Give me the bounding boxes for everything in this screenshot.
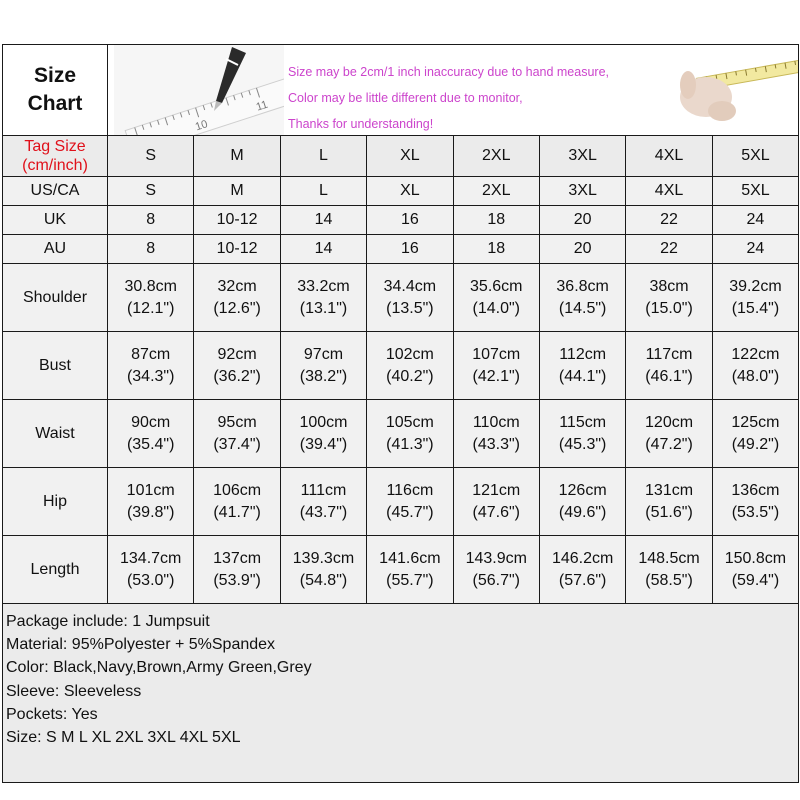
cm-value: 150.8cm [724, 549, 787, 567]
table-cell: 14 [280, 206, 366, 235]
cm-value: 95cm [217, 413, 257, 431]
measurement-row-bust [3, 332, 799, 400]
table-cell: 4XL [626, 177, 712, 206]
notice-line-2: Color may be little different due to monitor, [288, 91, 523, 105]
inch-value: (58.5") [645, 571, 693, 589]
row-label: AU [3, 235, 108, 264]
table-cell [539, 400, 625, 468]
table-cell: 18 [453, 206, 539, 235]
table-cell [194, 332, 280, 400]
table-cell: 10-12 [194, 206, 280, 235]
cm-value: 143.9cm [465, 549, 527, 567]
table-cell: M [194, 177, 280, 206]
cm-value: 34.4cm [383, 277, 437, 295]
table-cell: 20 [539, 206, 625, 235]
cm-value: 97cm [303, 345, 344, 363]
inch-value: (34.3") [126, 367, 175, 385]
inch-value: (39.8") [126, 503, 175, 521]
table-cell [194, 468, 280, 536]
table-cell [280, 264, 366, 332]
inch-value: (35.4") [126, 435, 175, 453]
table-cell [626, 400, 712, 468]
size-chart-title [3, 45, 108, 136]
inch-value: (51.6") [645, 503, 693, 521]
table-cell [367, 400, 453, 468]
inch-value: (47.6") [472, 503, 520, 521]
cm-value: 38cm [649, 277, 689, 295]
inch-value: (36.2") [213, 367, 261, 385]
region-row-us-ca [3, 177, 799, 206]
region-row-au [3, 235, 799, 264]
table-cell [367, 536, 453, 604]
cm-value: 105cm [385, 413, 434, 431]
table-cell [108, 400, 194, 468]
inch-value: (15.0") [645, 299, 693, 317]
table-cell [712, 536, 798, 604]
inch-value: (56.7") [472, 571, 520, 589]
inch-value: (49.6") [558, 503, 607, 521]
table-cell [367, 264, 453, 332]
cm-value: 116cm [386, 481, 434, 499]
size-chart-table [2, 44, 799, 783]
cm-value: 111cm [300, 481, 347, 499]
table-cell [539, 536, 625, 604]
inch-value: (47.2") [645, 435, 693, 453]
cm-value: 141.6cm [379, 549, 441, 567]
inch-value: (12.1") [126, 299, 175, 317]
table-cell: 14 [280, 235, 366, 264]
cm-value: 139.3cm [292, 549, 355, 567]
cm-value: 101cm [126, 481, 175, 499]
table-cell: 22 [626, 206, 712, 235]
tag-size-cell: 5XL [712, 136, 798, 177]
tag-size-cell: L [280, 136, 366, 177]
row-label: US/CA [3, 177, 108, 206]
inch-value: (53.9") [213, 571, 261, 589]
table-cell: 8 [108, 235, 194, 264]
table-cell [712, 332, 798, 400]
table-cell: 3XL [539, 177, 625, 206]
inch-value: (43.3") [472, 435, 520, 453]
inch-value: (43.7") [299, 503, 348, 521]
cm-value: 126cm [558, 481, 607, 499]
inch-value: (46.1") [645, 367, 693, 385]
product-info-row [3, 604, 799, 783]
tag-size-cell: 4XL [626, 136, 712, 177]
region-row-uk [3, 206, 799, 235]
table-cell: 24 [712, 206, 798, 235]
table-cell [626, 264, 712, 332]
inch-value: (57.6") [558, 571, 607, 589]
cm-value: 137cm [213, 549, 262, 567]
inch-value: (54.8") [299, 571, 348, 589]
table-cell: 18 [453, 235, 539, 264]
table-cell [539, 264, 625, 332]
info-sleeve: Sleeve: Sleeveless [6, 682, 142, 700]
inch-value: (14.0") [472, 299, 520, 317]
title-line-1: Size [33, 64, 77, 87]
inch-value: (45.3") [558, 435, 607, 453]
tag-size-cell: 2XL [453, 136, 539, 177]
table-cell [194, 536, 280, 604]
tag-size-cell: M [194, 136, 280, 177]
info-pockets: Pockets: Yes [6, 705, 98, 723]
size-chart [2, 44, 798, 783]
table-cell [453, 264, 539, 332]
row-label: Length [3, 536, 108, 604]
table-cell: 2XL [453, 177, 539, 206]
notice-line-1: Size may be 2cm/1 inch inaccuracy due to hand measure, [288, 65, 610, 79]
info-size: Size: S M L XL 2XL 3XL 4XL 5XL [6, 729, 241, 747]
table-cell [712, 264, 798, 332]
pen-ruler-illustration [114, 45, 284, 135]
table-cell [626, 332, 712, 400]
cm-value: 125cm [731, 413, 780, 431]
table-cell [453, 468, 539, 536]
inch-value: (48.0") [731, 367, 780, 385]
measurement-row-length [3, 536, 799, 604]
table-cell [626, 536, 712, 604]
inch-value: (38.2") [299, 367, 348, 385]
inch-value: (53.0") [126, 571, 175, 589]
cm-value: 106cm [213, 481, 262, 499]
header-row [3, 45, 799, 136]
table-cell [108, 468, 194, 536]
info-material: Material: 95%Polyester + 5%Spandex [6, 636, 276, 654]
cm-value: 30.8cm [124, 277, 177, 295]
row-label: Hip [3, 468, 108, 536]
table-cell [194, 264, 280, 332]
tag-size-row [3, 136, 799, 177]
tag-size-cell: 3XL [539, 136, 625, 177]
measurement-row-hip [3, 468, 799, 536]
inch-value: (55.7") [386, 571, 434, 589]
table-cell [539, 332, 625, 400]
cm-value: 90cm [131, 413, 171, 431]
cm-value: 87cm [131, 345, 171, 363]
table-cell [453, 332, 539, 400]
table-cell: 8 [108, 206, 194, 235]
tag-size-cell: XL [367, 136, 453, 177]
table-cell [194, 400, 280, 468]
table-cell: L [280, 177, 366, 206]
cm-value: 35.6cm [470, 277, 523, 295]
inch-value: (42.1") [472, 367, 520, 385]
ruler-number-11: 11 [254, 98, 270, 114]
inch-value: (39.4") [299, 435, 348, 453]
table-cell [280, 536, 366, 604]
table-cell [367, 468, 453, 536]
cm-value: 120cm [645, 413, 694, 431]
table-cell [453, 536, 539, 604]
table-cell [280, 400, 366, 468]
cm-value: 122cm [731, 345, 780, 363]
title-line-2: Chart [27, 92, 83, 115]
table-cell: 16 [367, 206, 453, 235]
table-cell: 20 [539, 235, 625, 264]
cm-value: 36.8cm [556, 277, 609, 295]
table-cell: S [108, 177, 194, 206]
cm-value: 33.2cm [297, 277, 350, 295]
inch-value: (45.7") [386, 503, 434, 521]
table-cell: 24 [712, 235, 798, 264]
table-cell [108, 332, 194, 400]
info-package: Package include: 1 Jumpsuit [6, 613, 210, 630]
row-label: Waist [3, 400, 108, 468]
table-cell [108, 264, 194, 332]
cm-value: 115cm [559, 413, 607, 431]
table-cell [453, 400, 539, 468]
table-cell [712, 400, 798, 468]
cm-value: 136cm [731, 481, 780, 499]
cm-value: 102cm [385, 345, 434, 363]
table-cell [626, 468, 712, 536]
table-cell [712, 468, 798, 536]
measuring-tape-illustration [648, 45, 798, 135]
tag-size-label: Tag Size (cm/inch) [3, 136, 108, 177]
inch-value: (37.4") [213, 435, 261, 453]
table-cell [108, 536, 194, 604]
table-cell: XL [367, 177, 453, 206]
table-cell: 16 [367, 235, 453, 264]
inch-value: (41.3") [386, 435, 434, 453]
table-cell [539, 468, 625, 536]
notice-banner [108, 45, 799, 136]
row-label: Bust [3, 332, 108, 400]
table-cell [280, 468, 366, 536]
inch-value: (49.2") [731, 435, 780, 453]
cm-value: 134.7cm [120, 549, 182, 567]
inch-value: (14.5") [558, 299, 607, 317]
row-label: UK [3, 206, 108, 235]
table-cell [367, 332, 453, 400]
inch-value: (13.5") [386, 299, 434, 317]
measurement-row-waist [3, 400, 799, 468]
row-label: Shoulder [3, 264, 108, 332]
cm-value: 32cm [217, 277, 257, 295]
cm-value: 148.5cm [638, 549, 700, 567]
measurement-row-shoulder [3, 264, 799, 332]
notice-text [288, 59, 609, 136]
inch-value: (40.2") [386, 367, 434, 385]
notice-line-3: Thanks for understanding! [288, 117, 434, 131]
inch-value: (13.1") [299, 299, 348, 317]
cm-value: 92cm [217, 345, 257, 363]
cm-value: 107cm [472, 345, 521, 363]
cm-value: 121cm [472, 481, 521, 499]
inch-value: (15.4") [731, 299, 780, 317]
table-cell [280, 332, 366, 400]
ruler-number-10: 10 [193, 118, 210, 134]
table-cell: 5XL [712, 177, 798, 206]
table-cell: 22 [626, 235, 712, 264]
table-cell: 10-12 [194, 235, 280, 264]
cm-value: 39.2cm [729, 277, 782, 295]
cm-value: 110cm [472, 413, 520, 431]
inch-value: (59.4") [731, 571, 780, 589]
cm-value: 100cm [299, 413, 348, 431]
inch-value: (53.5") [731, 503, 780, 521]
inch-value: (12.6") [213, 299, 261, 317]
info-color: Color: Black,Navy,Brown,Army Green,Grey [6, 659, 312, 677]
inch-value: (41.7") [213, 503, 261, 521]
product-info [3, 604, 799, 783]
cm-value: 117cm [645, 345, 693, 363]
tag-size-cell: S [108, 136, 194, 177]
cm-value: 146.2cm [551, 549, 614, 567]
inch-value: (44.1") [558, 367, 607, 385]
cm-value: 131cm [645, 481, 694, 499]
cm-value: 112cm [559, 345, 607, 363]
